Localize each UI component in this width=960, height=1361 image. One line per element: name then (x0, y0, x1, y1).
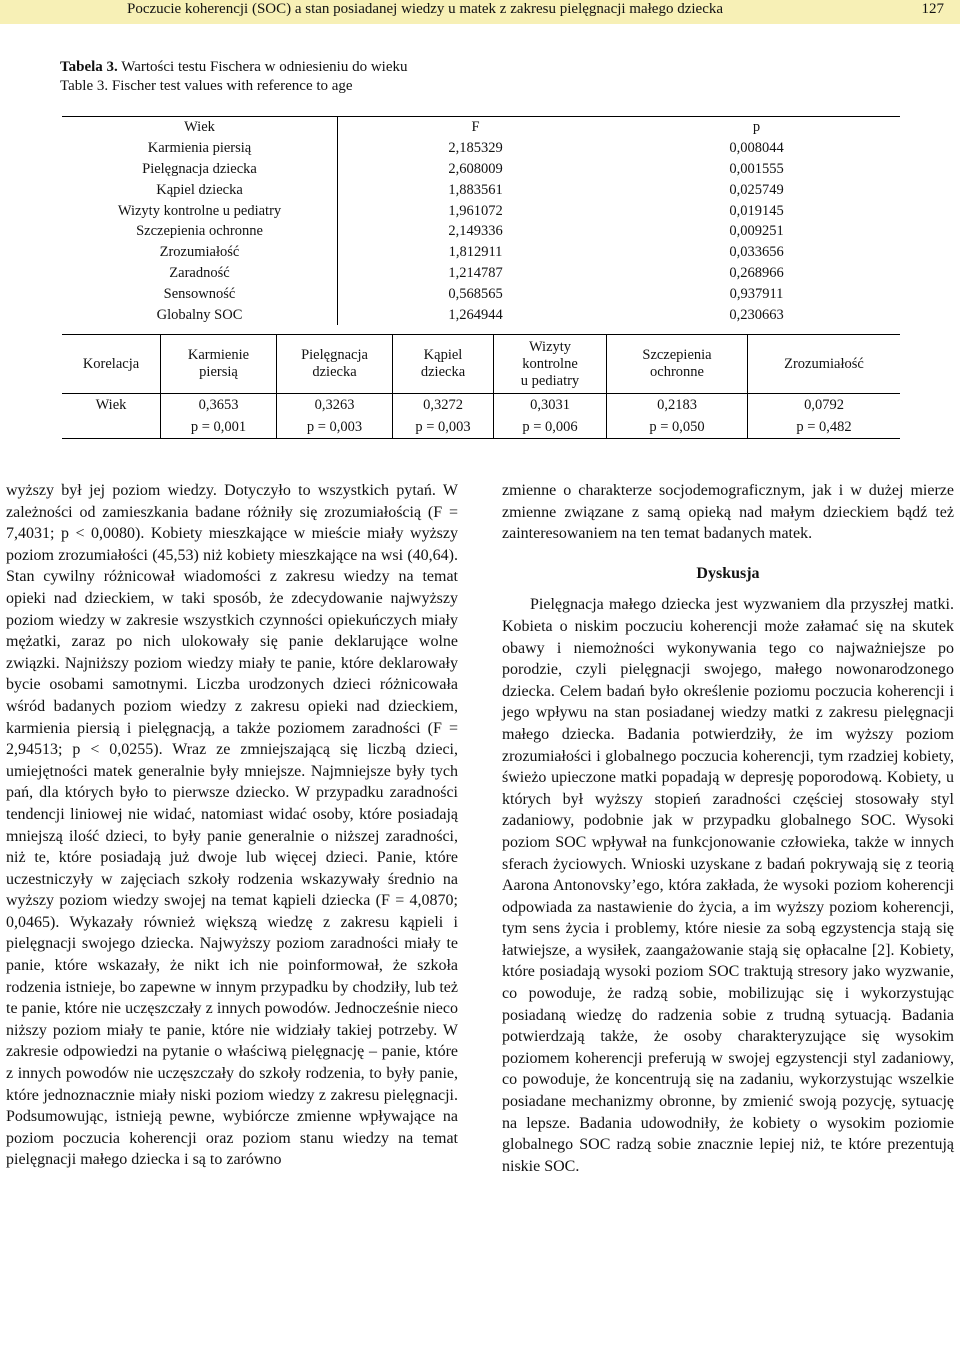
table-cell: p = 0,003 (277, 416, 393, 439)
table-row (62, 138, 900, 159)
body-paragraph: wyższy był jej poziom wiedzy. Dotyczyło to wszystkich pytań. W zależności od zamieszkania badane różniły się zrozumiałością (F = 7,4031; p < 0,0080). Kobiety mieszkające w mieście miały wyższy poziom zrozumiałości (45,53) niż kobiety mieszkające na wsi (40,64). Stan cywilny różnicował wiadomości z zakresu wiedzy na temat opieki nad dzieckiem, w taki sposób, że zdecydowanie najwyższy poziom wiedzy w zakresie wszystkich czynności opiekuńczych miały mężatki, zaraz po nich ulokowały się panie deklarujące wolne związki. Najniższy poziom wiedzy miały te panie, które deklarowały bycie osobami samotnymi. Liczba urodzonych dzieci różnicowała wśród badanych poziom wiedzy z zakresu opieki nad dzieckiem, karmienia piersią i pielęgnacją, a także poziomem zaradności (F = 2,94513; p < 0,0255). Wraz ze zmniejszającą się liczbą dzieci, umiejętności matek generalnie były mniejsze. Najmniejsze były tych pań, dla których było to pierwsze dziecko. W przypadku zaradności tendencji liniowej nie widać, natomiast widać osoby, które posiadają mniejszą ilość dzieci, to były panie generalnie o niższej zaradności, niż te, które posiadają już dwoje lub więcej dzieci. Panie, które uczestniczyły w zajęciach szkoły rodzenia wskazywały średnio na wyższy poziom wiedzy swojej na temat kąpieli dziecka (F = 4,0870; 0,0465). Wykazały również większą wiedzę z zakresu kąpieli i pielęgnacji swojego dziecka. Najwyższy poziom zaradności miały te panie, które wskazały, że nikt ich nie poinformował, że szkoła rodzenia istnieje, bo zapewne w innym przypadku by chodziły, lub też te panie, które nie uczęszczały z innych powodów. Jednocześnie nieco niższy poziom miały te panie, które nie widziały takiej potrzeby. W zakresie odpowiedzi na pytanie o właściwą pielęgnację – panie, które z innych powodów nie uczęszczały do szkoły rodzenia, to były panie, które jednoznacznie miały niski poziom wiedzy z zakresu pielęgnacji. Podsumowując, istnieją pewne, wybiórcze zmienne wpływające na poziom poczucia koherencji oraz poziom stanu wiedzy na temat pielęgnacji małego dziecka i są to zarówno (6, 482, 458, 1169)
section-heading: Dyskusja (696, 564, 760, 582)
table-header-cell: Korelacja (62, 335, 161, 394)
table-cell: p = 0,006 (494, 416, 607, 439)
running-header (0, 0, 960, 24)
table-header-row (62, 117, 900, 138)
page-number: 127 (921, 1, 944, 17)
table-cell: 0,2183 (607, 394, 748, 417)
table-cell: 0,025749 (729, 181, 784, 198)
body-paragraph: zmienne o charakterze socjodemograficznym, jak i w dużej mierze zmienne związane z samą opieką nad małym dzieckiem bądź też zainteresowaniem na ten temat badanych matek. (502, 482, 954, 543)
table-header-cell: Kąpiel dziecka (393, 335, 494, 394)
table-cell: 1,883561 (338, 179, 614, 200)
table-row (62, 394, 900, 417)
table-cell: 1,961072 (338, 200, 614, 221)
table-cell: 2,185329 (338, 138, 614, 159)
table-header-cell: Szczepienia ochronne (607, 335, 748, 394)
table-header-cell: p (613, 117, 900, 138)
table-cell: 0,3263 (277, 394, 393, 417)
table-row (62, 283, 900, 304)
table-header-cell: Pielęgnacja dziecka (277, 335, 393, 394)
table-cell: 0,3031 (494, 394, 607, 417)
fischer-test-table (62, 116, 900, 325)
table-cell: 0,268966 (729, 264, 784, 281)
table-cell: p = 0,050 (607, 416, 748, 439)
table-cell: 2,149336 (338, 221, 614, 242)
table-cell: 0,019145 (729, 202, 784, 219)
table-cell: Globalny SOC (156, 306, 243, 323)
correlation-table (62, 334, 900, 439)
table-cell: Wizyty kontrolne u pediatry (117, 202, 282, 219)
table-cell: Wiek (95, 396, 127, 413)
table-cell: 0,009251 (729, 223, 784, 240)
table-header-row (62, 335, 900, 394)
table-header-cell: Wizyty kontrolne u pediatry (494, 335, 607, 394)
table-row (62, 304, 900, 325)
table-cell: Kąpiel dziecka (156, 181, 243, 198)
left-text-column (6, 480, 458, 1171)
table-row (62, 159, 900, 180)
table-row (62, 263, 900, 284)
table-cell: 0,937911 (729, 285, 784, 302)
table-cell: Pielęgnacja dziecka (142, 160, 257, 177)
table-cell: p = 0,003 (393, 416, 494, 439)
table-cell: Zaradność (169, 264, 230, 281)
caption-text-pl: Wartości testu Fischera w odniesieniu do wieku (121, 59, 408, 75)
table-row (62, 200, 900, 221)
table-cell: Zrozumiałość (159, 244, 240, 261)
body-paragraph: Pielęgnacja małego dziecka jest wyzwaniem dla przyszłej matki. Kobieta o niskim poczuciu koherencji może załamać się na skutek obawy i niemożności wykonywania tego co najważniejsze po porodzie, czyli pielęgnacji swojego, małego nowonarodzonego dziecka. Celem badań było określenie poziomu poczucia koherencji i jego wpływu na stan posiadanej wiedzy matki z zakresu pielęgnacji małego dziecka. Badania potwierdziły, że im wyższy poziom zrozumiałości i globalnego poczucia koherencji, tym rzadziej kobiety, świeżo upieczone matki popadają w depresję poporodową. Kobiety, u których był wyższy stopień zaradności częściej stosowały styl zadaniowy, podobnie jak w przypadku globalnego SOC. Wysoki poziom SOC wpływał na funkcjonowanie człowieka, także w innych sferach życiowych. Wnioski uzyskane z badań pokrywają się z teorią Aarona Antonovsky’ego, która zakłada, że wysoki poziom koherencji odpowiada za nastawienie do życia, a im wyższy poziom koherencji, tym sens życia i problemy, które niesie za sobą egzystencja stają się łatwiejsze, a wysiłek, zaangażowanie stają się opłacalne [2]. Kobiety, które posiadają wysoki poziom SOC traktują stresory jako wyzwanie, co powoduje, że radzą sobie, mobilizując się i wykorzystując posiadaną wiedzę do radzenia sobie z trudną sytuacją. Badania potwierdzają także, że osoby charakteryzujące się wysokim poziomem koherencji preferują w swojej egzystencji styl zadaniowy, co powoduje, że koncentrują się na zadaniu, wykorzystując wszelkie posiadane mechanizmy obronne, by zmienić swoją pozycję, sytuację na lepsze. Badania udowodniły, że kobiety o wysokim poziomie globalnego SOC radzą sobie znacznie lepiej niż, te które prezentują niskie SOC. (502, 596, 954, 1175)
table-cell: 0,230663 (729, 306, 784, 323)
table-row (62, 416, 900, 439)
table-header-cell: F (338, 117, 614, 138)
table-cell: 0,001555 (729, 160, 784, 177)
table-row (62, 221, 900, 242)
table-cell: 0,3653 (161, 394, 277, 417)
header-title: Poczucie koherencji (SOC) a stan posiadanej wiedzy u matek z zakresu pielęgnacji małego dziecka (127, 1, 724, 17)
table-cell: 2,608009 (338, 159, 614, 180)
table-cell: 0,3272 (393, 394, 494, 417)
caption-text-en: Table 3. Fischer test values with reference to age (60, 78, 353, 94)
table-cell: p = 0,001 (161, 416, 277, 439)
table-header-cell: Wiek (62, 117, 338, 138)
table-row (62, 179, 900, 200)
table-cell: 0,033656 (729, 244, 784, 261)
table-cell: Szczepienia ochronne (136, 223, 263, 240)
table-cell: 0,008044 (729, 140, 784, 157)
table-cell: 1,214787 (338, 263, 614, 284)
table-cell: Karmienia piersią (147, 140, 252, 157)
right-text-column (502, 480, 954, 1177)
table-cell: 1,264944 (338, 304, 614, 325)
table-cell: 0,0792 (748, 394, 901, 417)
table-header-cell: Zrozumiałość (748, 335, 901, 394)
caption-label: Tabela 3. (60, 59, 118, 75)
table-caption (60, 58, 408, 96)
table-row (62, 242, 900, 263)
table-cell: Sensowność (163, 285, 236, 302)
table-header-cell: Karmienie piersią (161, 335, 277, 394)
table-cell: 0,568565 (338, 283, 614, 304)
table-cell (62, 416, 161, 439)
table-cell: p = 0,482 (748, 416, 901, 439)
table-cell: 1,812911 (338, 242, 614, 263)
